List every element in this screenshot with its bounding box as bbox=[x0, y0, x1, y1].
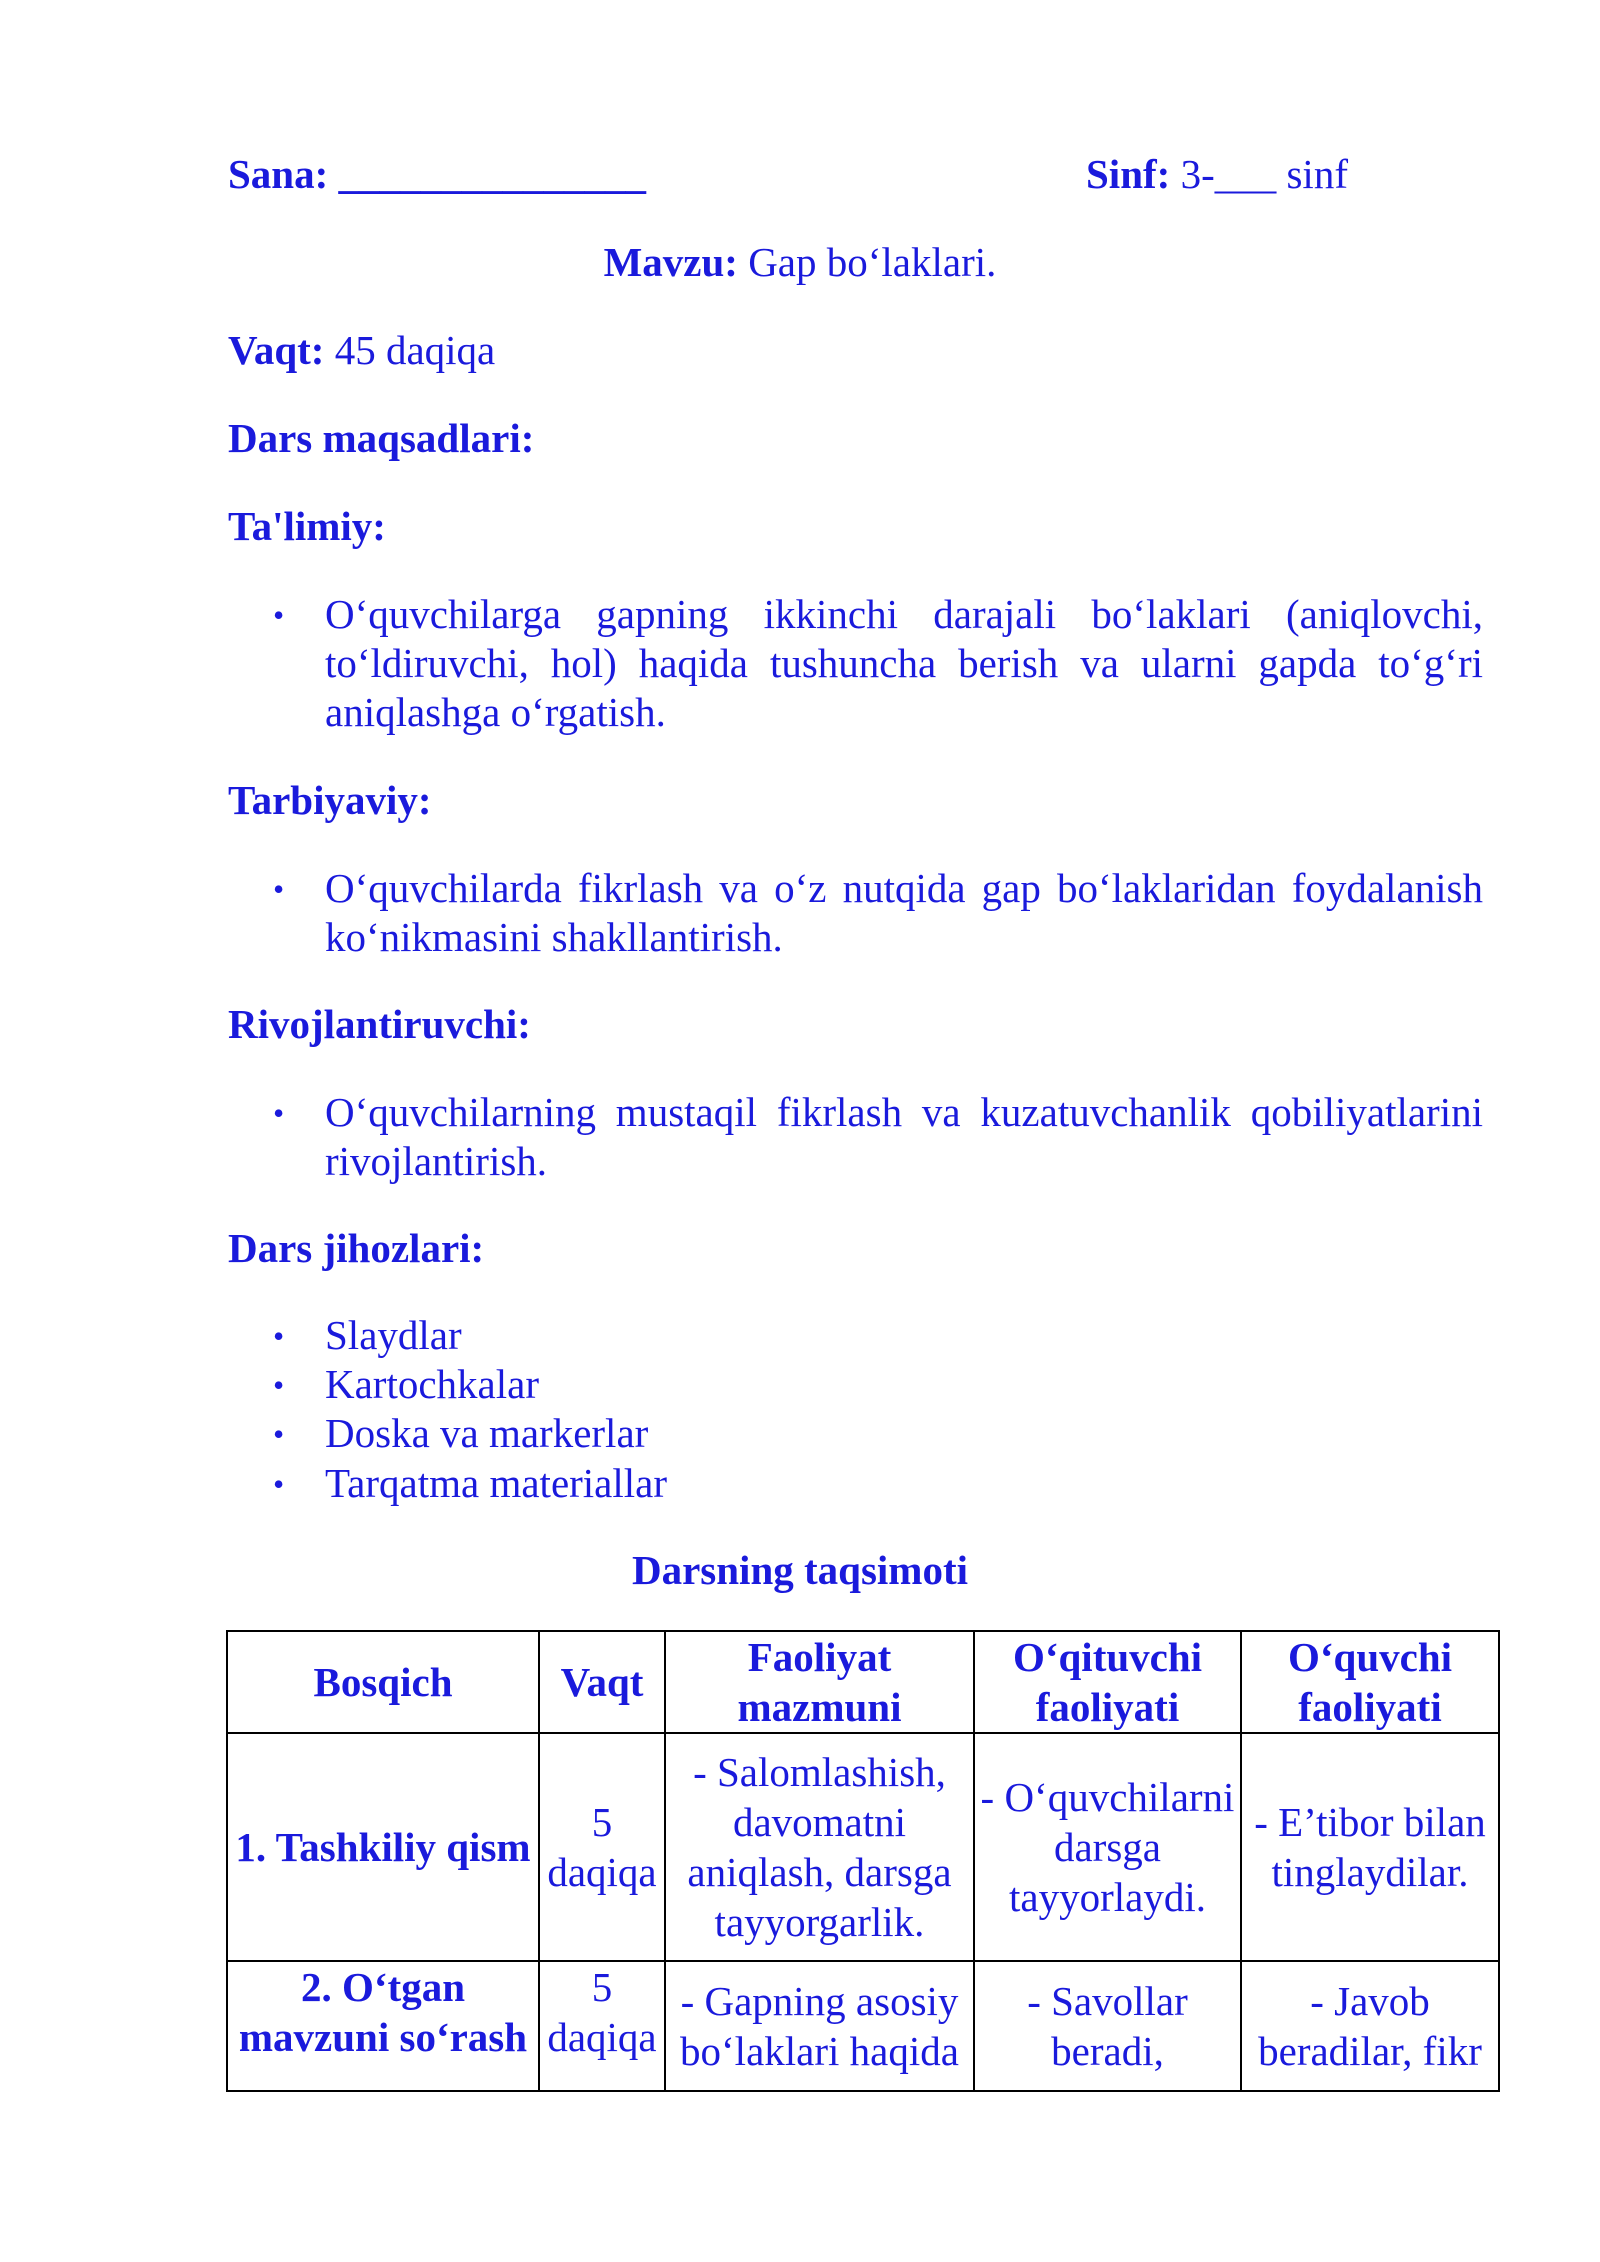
header-activity-content: Faoliyat mazmuni bbox=[665, 1631, 974, 1733]
objectives-heading: Dars maqsadlari: bbox=[228, 415, 535, 461]
list-item: • Slaydlar bbox=[228, 1311, 1483, 1360]
list-item: • O‘quvchilarda fikrlash va o‘z nutqida gap bo‘laklaridan foydalanish ko‘nikmasini shakllantirish. bbox=[228, 864, 1483, 962]
upbringing-list bbox=[228, 864, 1483, 962]
schedule-heading: Darsning taqsimoti bbox=[631, 1547, 968, 1593]
list-item: • O‘quvchilarning mustaqil fikrlash va kuzatuvchanlik qobiliyatlarini rivojlantirish. bbox=[228, 1088, 1483, 1186]
educational-list bbox=[228, 590, 1483, 738]
table-row bbox=[227, 1961, 1499, 2091]
teacher-cell: - Savollar beradi, bbox=[974, 1961, 1241, 2091]
list-item: • Tarqatma materiallar bbox=[228, 1459, 1483, 1508]
activity-cell: - Gapning asosiy bo‘laklari haqida bbox=[665, 1961, 974, 2091]
stage-cell: 2. O‘tgan mavzuni so‘rash bbox=[227, 1961, 539, 2091]
header-time: Vaqt bbox=[539, 1631, 665, 1733]
developmental-list bbox=[228, 1088, 1483, 1186]
time-line bbox=[228, 326, 495, 375]
upbringing-heading: Tarbiyaviy: bbox=[228, 777, 432, 823]
class-field bbox=[1086, 150, 1348, 199]
activity-cell: - Salomlashish, davomatni aniqlash, darsga tayyorgarlik. bbox=[665, 1733, 974, 1961]
date-label: Sana: bbox=[228, 151, 329, 197]
header-stage: Bosqich bbox=[227, 1631, 539, 1733]
header-teacher-activity: O‘qituvchi faoliyati bbox=[974, 1631, 1241, 1733]
time-value: 45 daqiqa bbox=[334, 327, 496, 373]
student-cell: - Javob beradilar, fikr bbox=[1241, 1961, 1499, 2091]
educational-heading: Ta'limiy: bbox=[228, 503, 386, 549]
list-item: • Kartochkalar bbox=[228, 1360, 1483, 1409]
stage-cell: 1. Tashkiliy qism bbox=[227, 1733, 539, 1961]
time-cell: 5 daqiqa bbox=[539, 1733, 665, 1961]
date-blank: _______________ bbox=[338, 151, 647, 197]
class-value: 3-___ sinf bbox=[1180, 151, 1348, 197]
time-cell: 5 daqiqa bbox=[539, 1961, 665, 2091]
table-header-row bbox=[227, 1631, 1499, 1733]
student-cell: - E’tibor bilan tinglaydilar. bbox=[1241, 1733, 1499, 1961]
class-label: Sinf: bbox=[1086, 151, 1171, 197]
equipment-list bbox=[228, 1311, 1483, 1508]
date-field bbox=[228, 150, 646, 199]
header-student-activity: O‘quvchi faoliyati bbox=[1241, 1631, 1499, 1733]
time-label: Vaqt: bbox=[228, 327, 325, 373]
teacher-cell: - O‘quvchilarni darsga tayyorlaydi. bbox=[974, 1733, 1241, 1961]
equipment-heading: Dars jihozlari: bbox=[228, 1225, 485, 1271]
developmental-heading: Rivojlantiruvchi: bbox=[228, 1001, 531, 1047]
list-item: • O‘quvchilarga gapning ikkinchi darajali bo‘laklari (aniqlovchi, to‘ldiruvchi, hol) haqida tushuncha berish va ularni gapda to‘g‘ri aniqlashga o‘rgatish. bbox=[228, 590, 1483, 738]
topic-value: Gap bo‘laklari. bbox=[748, 239, 997, 285]
topic-line bbox=[0, 238, 1600, 287]
list-item: • Doska va markerlar bbox=[228, 1409, 1483, 1458]
topic-label: Mavzu: bbox=[603, 239, 738, 285]
table-row bbox=[227, 1733, 1499, 1961]
lesson-plan-table bbox=[226, 1630, 1500, 2092]
